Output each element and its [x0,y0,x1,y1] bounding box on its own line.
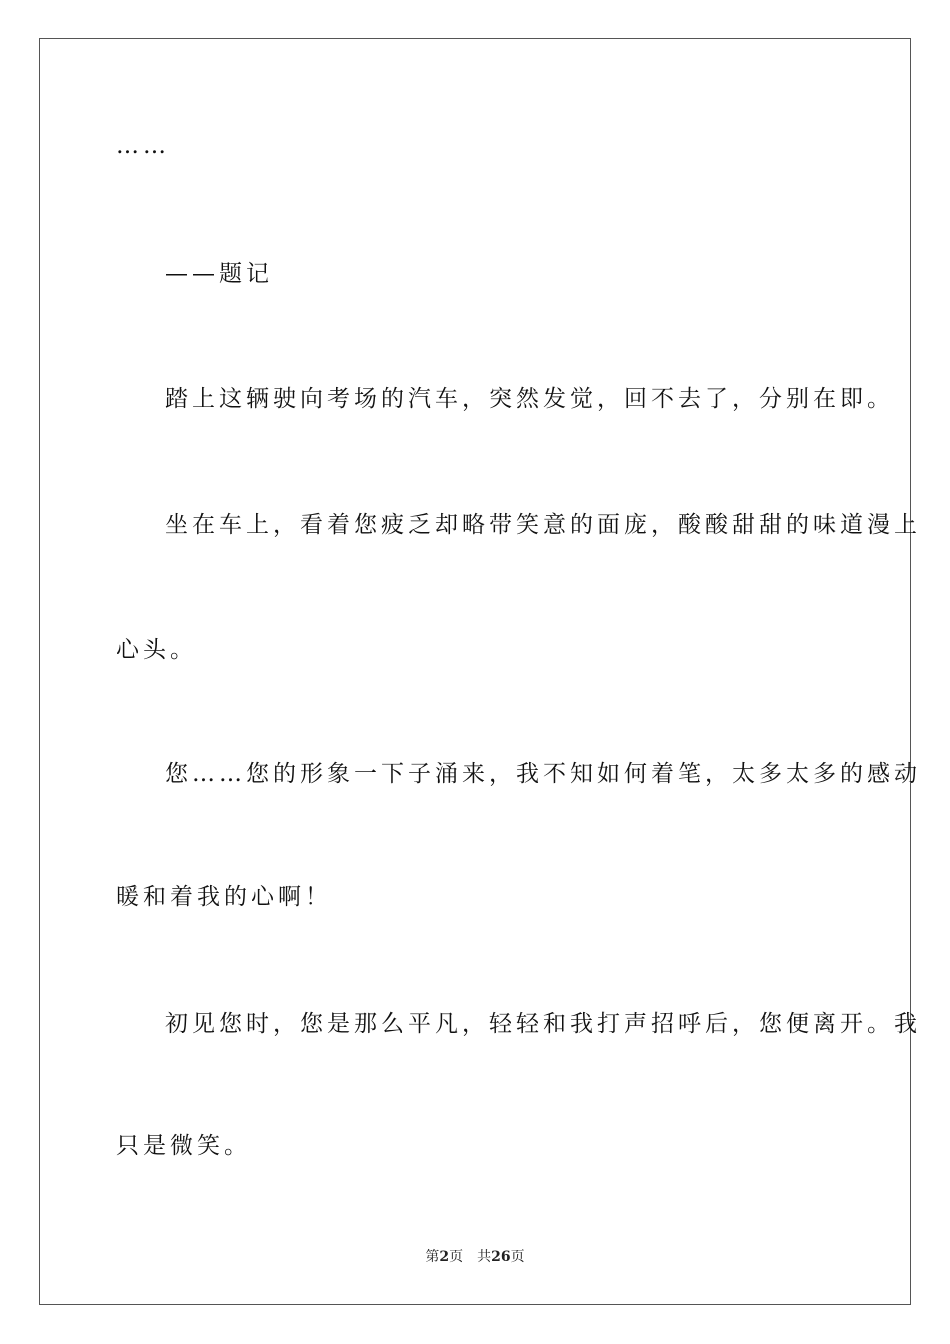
paragraph-4-line-2: 只是微笑。 [116,1133,251,1159]
current-page-number: 2 [439,1249,450,1265]
paragraph-1: 踏上这辆驶向考场的汽车，突然发觉，回不去了，分别在即。 [165,386,894,412]
page-border [39,38,911,1305]
text-line-epigraph: ——题记 [165,261,273,287]
text-line-ellipsis: …… [116,133,170,159]
paragraph-4-line-1: 初见您时，您是那么平凡，轻轻和我打声招呼后，您便离开。我 [165,1011,921,1037]
paragraph-2-line-1: 坐在车上，看着您疲乏却略带笑意的面庞，酸酸甜甜的味道漫上 [165,512,921,538]
paragraph-3-line-1: 您……您的形象一下子涌来，我不知如何着笔，太多太多的感动 [165,761,921,787]
paragraph-2-line-2: 心头。 [116,637,197,663]
total-suffix: 页 [510,1249,525,1265]
total-page-count: 26 [491,1249,511,1265]
page-footer [0,1247,950,1267]
page-prefix: 第 [425,1249,440,1265]
page-suffix: 页 [449,1249,464,1265]
total-prefix: 共 [477,1249,492,1265]
paragraph-3-line-2: 暖和着我的心啊！ [116,884,332,910]
